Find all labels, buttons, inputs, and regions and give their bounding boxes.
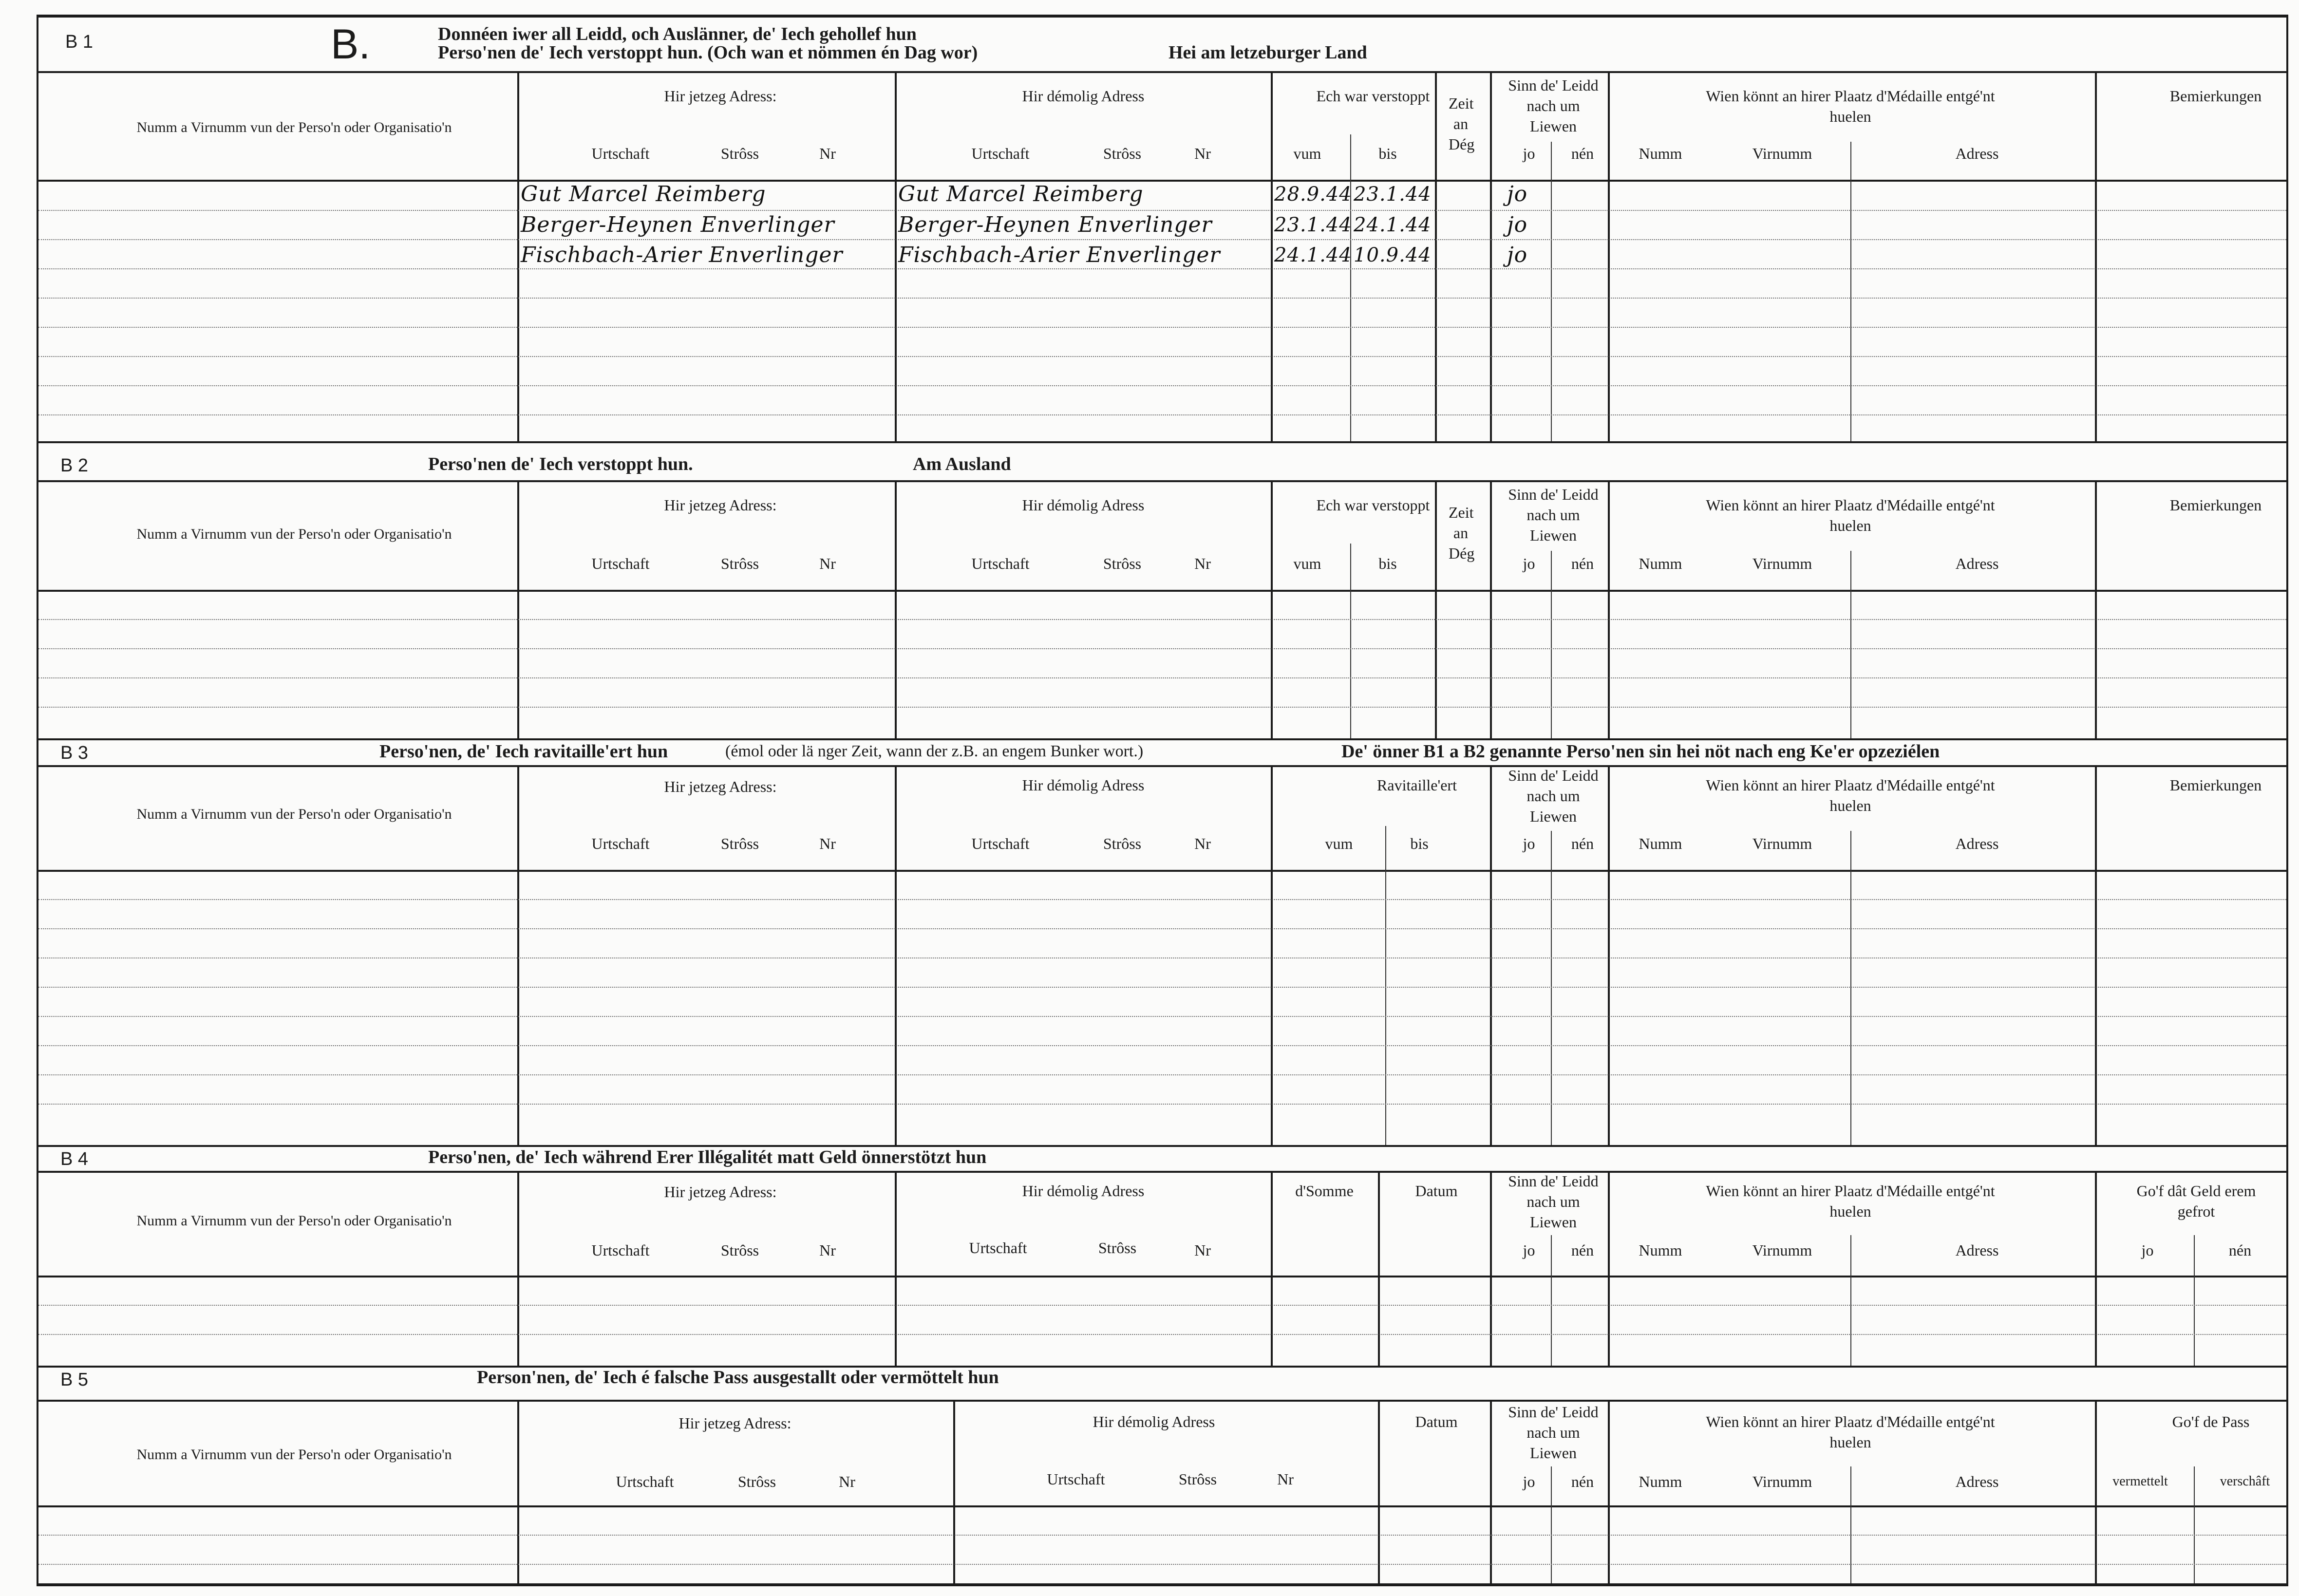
header-address: Adress <box>1955 835 1999 852</box>
column-line <box>1378 1171 1380 1366</box>
column-line <box>1608 1400 1610 1583</box>
header-nr: Nr <box>819 145 836 162</box>
header-current-address: Hir jetzeg Adress: <box>664 778 777 795</box>
column-line <box>1490 1171 1492 1366</box>
entry-former-address: Gut Marcel Reimberg <box>898 182 1144 207</box>
entry-former-address: Fischbach-Arier Enverlinger <box>898 243 1221 267</box>
b1-title-line1: Donnéen iwer all Leidd, och Auslänner, de' Iech gehollef hun <box>438 24 917 44</box>
header-no: nén <box>1571 145 1594 162</box>
header-former-address: Hir démolig Adress <box>1022 1182 1145 1200</box>
header-from: vum <box>1293 145 1321 162</box>
column-line <box>1850 831 1851 1145</box>
row-line <box>38 1016 2286 1017</box>
entry-from: 23.1.44 <box>1274 214 1352 236</box>
header-former-address: Hir démolig Adress <box>1022 496 1145 514</box>
section-divider <box>38 441 2286 443</box>
header-nr: Nr <box>839 1473 855 1490</box>
row-line <box>38 1104 2286 1105</box>
header-yes: jo <box>1523 145 1535 162</box>
header-current-address: Hir jetzeg Adress: <box>678 1414 791 1432</box>
row-line <box>38 987 2286 988</box>
column-line <box>1551 142 1552 441</box>
header-date: Datum <box>1415 1182 1458 1200</box>
header-town: Urtschaft <box>1047 1470 1105 1488</box>
column-line <box>1490 765 1492 1145</box>
column-line <box>1490 1400 1492 1583</box>
header-days: Zeit an Dég <box>1449 504 1475 562</box>
header-surname: Numm <box>1639 555 1682 572</box>
header-town: Urtschaft <box>591 1241 650 1259</box>
row-line <box>38 677 2286 678</box>
entry-until: 23.1.44 <box>1354 183 1432 206</box>
header-medal: Wien könnt an hirer Plaatz d'Médaille entgé'nt huelen <box>1706 87 1995 125</box>
column-line <box>517 1400 519 1583</box>
header-pass-question: Go'f de Pass <box>2172 1413 2250 1430</box>
header-street: Strôss <box>720 1241 759 1259</box>
header-address: Adress <box>1955 145 1999 162</box>
header-alive: Sinn de' Leidd nach um Liewen <box>1508 767 1599 825</box>
column-line <box>2095 1400 2097 1583</box>
divider <box>38 1400 2286 1402</box>
column-line <box>1551 831 1552 1145</box>
row-line <box>38 619 2286 620</box>
header-current-address: Hir jetzeg Adress: <box>664 87 777 105</box>
header-street: Strôss <box>1178 1470 1217 1488</box>
header-medal: Wien könnt an hirer Plaatz d'Médaille entgé'nt huelen <box>1706 1182 1995 1220</box>
header-no: nén <box>1571 555 1594 572</box>
section-label-b5: B 5 <box>60 1370 89 1390</box>
column-line <box>1608 765 1610 1145</box>
row-line <box>38 414 2286 415</box>
header-remarks: Bemierkungen <box>2169 776 2262 794</box>
header-firstname: Virnumm <box>1752 145 1812 162</box>
header-alive: Sinn de' Leidd nach um Liewen <box>1508 1172 1599 1231</box>
header-remarks: Bemierkungen <box>2169 496 2262 514</box>
b5-title: Person'nen, de' Iech é falsche Pass ausgestallt oder vermöttelt hun <box>477 1367 999 1388</box>
header-until: bis <box>1378 145 1397 162</box>
column-line <box>1435 480 1437 738</box>
entry-former-address: Berger-Heynen Enverlinger <box>898 212 1212 237</box>
header-surname: Numm <box>1639 1241 1682 1259</box>
header-surname: Numm <box>1639 145 1682 162</box>
entry-current-address: Gut Marcel Reimberg <box>521 182 766 207</box>
header-surname: Numm <box>1639 835 1682 852</box>
header-hidden: Ech war verstoppt <box>1316 496 1430 514</box>
header-nr: Nr <box>819 1241 836 1259</box>
header-medal: Wien könnt an hirer Plaatz d'Médaille entgé'nt huelen <box>1706 776 1995 814</box>
header-town: Urtschaft <box>616 1473 674 1490</box>
column-line <box>517 765 519 1145</box>
header-name: Numm a Virnumm vun der Perso'n oder Organisatio'n <box>136 119 452 135</box>
header-street: Strôss <box>720 555 759 572</box>
b1-title-line2: Perso'nen de' Iech verstoppt hun. (Och wan et nömmen én Dag wor) <box>438 42 978 63</box>
column-line <box>517 480 519 738</box>
header-town: Urtschaft <box>971 145 1030 162</box>
header-yes: jo <box>1523 555 1535 572</box>
row-line <box>38 1074 2286 1075</box>
column-line <box>1551 1466 1552 1583</box>
column-line <box>1350 544 1351 738</box>
header-nr: Nr <box>1194 835 1211 852</box>
entry-from: 28.9.44 <box>1274 183 1352 206</box>
header-nr: Nr <box>819 835 836 852</box>
header-no: nén <box>2228 1241 2252 1259</box>
column-line <box>1271 480 1273 738</box>
header-alive: Sinn de' Leidd nach um Liewen <box>1508 1403 1599 1462</box>
row-line <box>38 356 2286 357</box>
entry-current-address: Berger-Heynen Enverlinger <box>521 212 835 237</box>
column-line <box>2095 765 2097 1145</box>
header-date: Datum <box>1415 1413 1458 1430</box>
header-town: Urtschaft <box>971 835 1030 852</box>
header-medal: Wien könnt an hirer Plaatz d'Médaille entgé'nt huelen <box>1706 1413 1995 1451</box>
row-line <box>38 1535 2286 1536</box>
row-line <box>38 1045 2286 1046</box>
header-firstname: Virnumm <box>1752 835 1812 852</box>
section-label-b3: B 3 <box>60 743 89 763</box>
column-line <box>1271 1171 1273 1366</box>
header-firstname: Virnumm <box>1752 1241 1812 1259</box>
column-line <box>1378 1400 1380 1583</box>
column-line <box>1490 480 1492 738</box>
header-from: vum <box>1293 555 1321 572</box>
entry-until: 24.1.44 <box>1354 214 1432 236</box>
header-street: Strôss <box>1098 1239 1137 1257</box>
column-line <box>1385 826 1386 1145</box>
divider <box>38 765 2286 767</box>
header-alive: Sinn de' Leidd nach um Liewen <box>1508 486 1599 544</box>
divider <box>38 71 2286 73</box>
b2-title-place: Am Ausland <box>913 454 1011 474</box>
header-no: nén <box>1571 1473 1594 1490</box>
header-name: Numm a Virnumm vun der Perso'n oder Organisatio'n <box>136 1213 452 1229</box>
b2-title: Perso'nen de' Iech verstoppt hun. <box>428 454 693 474</box>
header-no: nén <box>1571 1241 1594 1259</box>
header-mediated: vermettelt <box>2112 1474 2168 1489</box>
column-line <box>2194 1466 2195 1583</box>
row-line <box>38 1334 2286 1335</box>
divider <box>38 1505 2286 1507</box>
section-divider <box>38 1145 2286 1147</box>
header-current-address: Hir jetzeg Adress: <box>664 496 777 514</box>
row-line <box>38 385 2286 386</box>
row-line <box>38 1564 2286 1565</box>
section-divider <box>38 738 2286 740</box>
divider <box>38 1276 2286 1277</box>
column-line <box>953 1400 955 1583</box>
divider <box>38 1171 2286 1173</box>
header-name: Numm a Virnumm vun der Perso'n oder Organisatio'n <box>136 526 452 542</box>
header-former-address: Hir démolig Adress <box>1022 87 1145 105</box>
row-line <box>38 707 2286 708</box>
entry-alive: jo <box>1507 212 1528 237</box>
header-hidden: Ech war verstoppt <box>1316 87 1430 105</box>
b3-title-note: (émol oder lä nger Zeit, wann der z.B. an engem Bunker wort.) <box>725 742 1144 760</box>
row-line <box>38 239 2286 240</box>
entry-from: 24.1.44 <box>1274 244 1352 266</box>
row-line <box>38 1305 2286 1306</box>
header-firstname: Virnumm <box>1752 555 1812 572</box>
section-divider <box>38 1366 2286 1368</box>
header-no: nén <box>1571 835 1594 852</box>
row-line <box>38 928 2286 929</box>
row-line <box>38 648 2286 649</box>
column-line <box>895 765 897 1145</box>
header-nr: Nr <box>1277 1470 1294 1488</box>
divider <box>38 480 2286 482</box>
header-from: vum <box>1325 835 1353 852</box>
header-remarks: Bemierkungen <box>2169 87 2262 105</box>
row-line <box>38 899 2286 900</box>
column-line <box>1271 765 1273 1145</box>
header-town: Urtschaft <box>591 145 650 162</box>
header-current-address: Hir jetzeg Adress: <box>664 1183 777 1201</box>
header-yes: jo <box>1523 1241 1535 1259</box>
header-street: Strôss <box>737 1473 776 1490</box>
section-letter: B. <box>331 21 371 68</box>
b3-title: Perso'nen, de' Iech ravitaille'ert hun <box>379 741 668 762</box>
header-firstname: Virnumm <box>1752 1473 1812 1490</box>
divider <box>38 180 2286 182</box>
header-name: Numm a Virnumm vun der Perso'n oder Organisatio'n <box>136 1446 452 1463</box>
b4-title: Perso'nen, de' Iech während Erer Illégalitét matt Geld önnerstötzt hun <box>428 1147 987 1167</box>
header-surname: Numm <box>1639 1473 1682 1490</box>
column-line <box>2095 480 2097 738</box>
row-line <box>38 210 2286 211</box>
header-alive: Sinn de' Leidd nach um Liewen <box>1508 76 1599 135</box>
header-money-question: Go'f dât Geld erem gefrot <box>2136 1182 2256 1220</box>
header-address: Adress <box>1955 555 1999 572</box>
header-address: Adress <box>1955 1241 1999 1259</box>
header-yes: jo <box>1523 835 1535 852</box>
header-street: Strôss <box>720 145 759 162</box>
header-name: Numm a Virnumm vun der Perso'n oder Organisatio'n <box>136 806 452 822</box>
header-medal: Wien könnt an hirer Plaatz d'Médaille entgé'nt huelen <box>1706 496 1995 534</box>
column-line <box>1551 1235 1552 1366</box>
header-street: Strôss <box>1103 555 1142 572</box>
column-line <box>1551 551 1552 738</box>
row-line <box>38 298 2286 299</box>
header-days: Zeit an Dég <box>1449 94 1475 153</box>
header-street: Strôss <box>1103 835 1142 852</box>
header-yes: jo <box>2141 1241 2154 1259</box>
header-until: bis <box>1410 835 1429 852</box>
column-line <box>1850 1235 1851 1366</box>
header-issued: verschâft <box>2220 1474 2270 1489</box>
column-line <box>1850 142 1851 441</box>
entry-until: 10.9.44 <box>1354 244 1432 266</box>
header-sum: d'Somme <box>1295 1182 1354 1200</box>
header-town: Urtschaft <box>591 555 650 572</box>
header-nr: Nr <box>1194 555 1211 572</box>
column-line <box>2095 1171 2097 1366</box>
header-former-address: Hir démolig Adress <box>1093 1413 1215 1430</box>
header-until: bis <box>1378 555 1397 572</box>
column-line <box>1608 480 1610 738</box>
b1-title-place: Hei am letzeburger Land <box>1168 42 1367 63</box>
divider <box>38 590 2286 592</box>
entry-alive: jo <box>1507 243 1528 267</box>
column-line <box>1850 1466 1851 1583</box>
column-line <box>1608 1171 1610 1366</box>
header-street: Strôss <box>1103 145 1142 162</box>
header-yes: jo <box>1523 1473 1535 1490</box>
entry-alive: jo <box>1507 182 1528 207</box>
header-nr: Nr <box>1194 145 1211 162</box>
divider <box>38 870 2286 872</box>
section-label-b4: B 4 <box>60 1149 89 1169</box>
header-street: Strôss <box>720 835 759 852</box>
b3-title-tail: De' önner B1 a B2 genannte Perso'nen sin hei nöt nach eng Ke'er opzeziélen <box>1341 741 1940 762</box>
column-line <box>895 480 897 738</box>
column-line <box>517 1171 519 1366</box>
header-supplied: Ravitaille'ert <box>1377 776 1457 794</box>
header-nr: Nr <box>819 555 836 572</box>
header-address: Adress <box>1955 1473 1999 1490</box>
form-sheet <box>37 15 2288 1586</box>
section-label-b2: B 2 <box>60 455 89 476</box>
row-line <box>38 327 2286 328</box>
header-town: Urtschaft <box>591 835 650 852</box>
column-line <box>895 1171 897 1366</box>
section-label-b1: B 1 <box>65 32 94 52</box>
header-town: Urtschaft <box>969 1239 1027 1257</box>
column-line <box>2194 1235 2195 1366</box>
header-former-address: Hir démolig Adress <box>1022 776 1145 794</box>
header-town: Urtschaft <box>971 555 1030 572</box>
column-line <box>1850 551 1851 738</box>
entry-current-address: Fischbach-Arier Enverlinger <box>521 243 843 267</box>
header-nr: Nr <box>1194 1241 1211 1259</box>
